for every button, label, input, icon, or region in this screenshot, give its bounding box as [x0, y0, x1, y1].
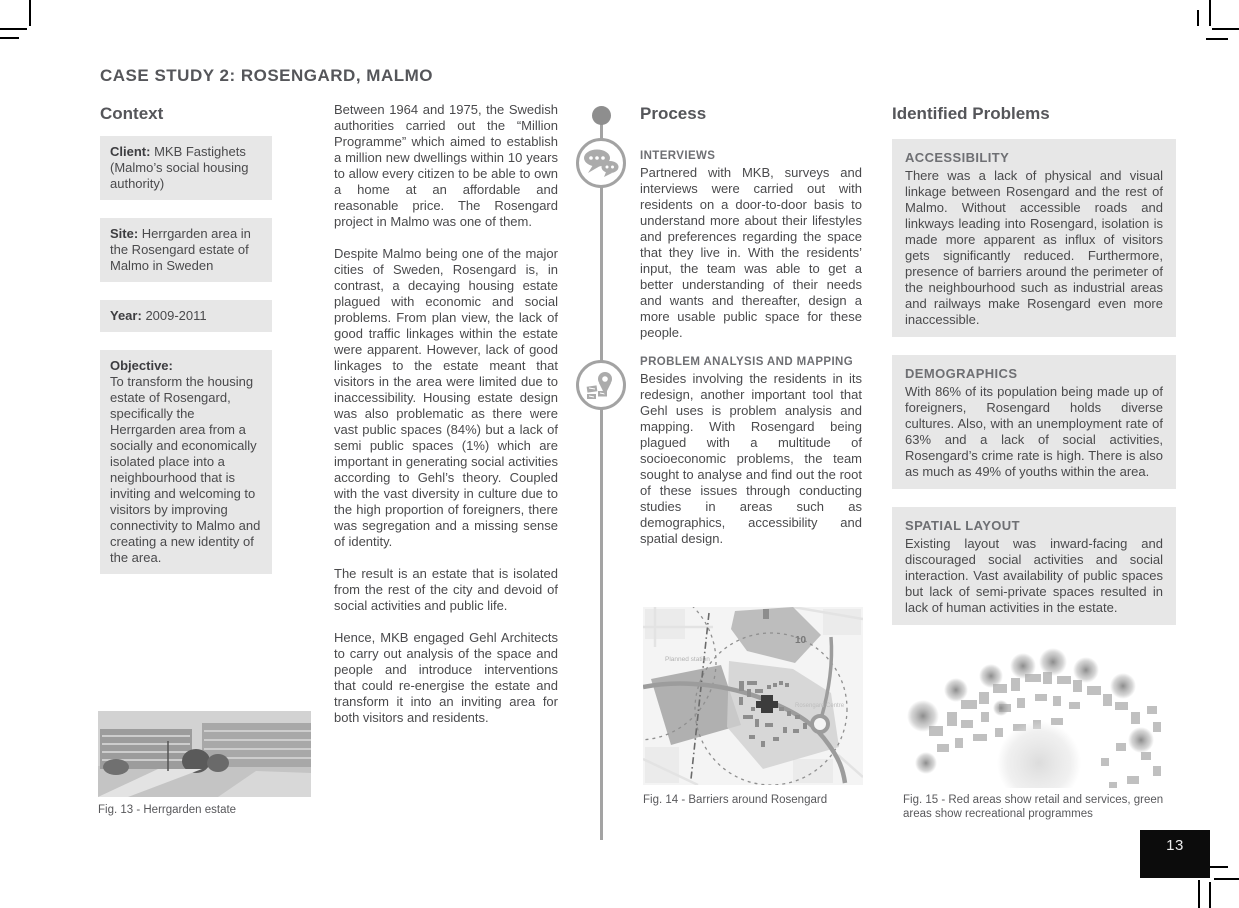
retail-recreation-diagram — [901, 648, 1187, 788]
intro-paragraph: Hence, MKB engaged Gehl Architects to carry out analysis of the space and people and introduce interventions that could re-energise the estate and transform it into an inviting area for both visitors and residents. — [334, 630, 558, 725]
herrgarden-estate-photo — [98, 711, 311, 797]
crop-mark — [1214, 878, 1239, 880]
map-label-district: 10 — [795, 635, 807, 646]
intro-paragraph: Despite Malmo being one of the major cities of Sweden, Rosengard is, in contrast, a decaying housing estate plagued with economic and social problems. From plan view, the lack of good traffic linkages within the estate were apparent. However, lack of good linkages to the estate meant that visitors in the area were limited due to inaccessibility. Housing estate design was also problematic as there were vast public spaces (84%) but a lack of semi public spaces (1%) which are important in generating social activities according to Gehl’s theory. Coupled with the vast diversity in culture due to the high proportion of foreigners, there was segregation and a missing sense of identity. — [334, 246, 558, 549]
fig13-caption: Fig. 13 - Herrgarden estate — [98, 804, 237, 816]
accessibility-text: There was a lack of physical and visual linkage between Rosengard and the rest of Malmo. Without accessible roads and linkways leading into Rosengard, isolation is made more apparent as influx of visitors gets significantly reduced. Furthermore, presence of barriers around the perimeter of the neighbourhood such as industrial areas and railways make Rosengard even more inaccessible. — [905, 168, 1163, 327]
speech-bubbles-icon — [583, 147, 619, 179]
spatial-layout-box — [892, 507, 1176, 625]
objective-label: Objective: — [110, 358, 173, 373]
fig14-map — [643, 607, 863, 785]
client-infobox — [100, 136, 272, 200]
identified-problems-heading: Identified Problems — [892, 104, 1050, 123]
demographics-title: DEMOGRAPHICS — [905, 366, 1018, 381]
crop-mark — [0, 37, 19, 39]
problem-analysis-title: PROBLEM ANALYSIS AND MAPPING — [640, 356, 854, 368]
client-label: Client: — [110, 144, 151, 159]
interviews-title: INTERVIEWS — [640, 150, 716, 162]
intro-paragraph: The result is an estate that is isolated from the rest of the city and devoid of social activities and public life. — [334, 566, 558, 613]
spatial-layout-text: Existing layout was inward-facing and discouraged social activities and social interaction. Vast availability of public spaces but lack of semi-private spaces resulted in lack of human activities in the estate. — [905, 536, 1163, 615]
demographics-text: With 86% of its population being made up of foreigners, Rosengard holds diverse cultures. Also, with an unemployment rate of 63% and a lack of social activities, Rosengard’s crime rate is high. There is also as much as 49% of youths within the area. — [905, 384, 1163, 479]
problem-analysis-section — [640, 356, 862, 547]
context-column — [100, 104, 272, 574]
site-value: Herrgarden area in the Rosengard estate of Malmo in Sweden — [110, 226, 251, 273]
process-column — [640, 104, 862, 547]
objective-value: To transform the housing estate of Rosengard, specifically the Herrgarden area from a socially and economically isolated place into a neighbourhood that is inviting and welcoming to visitors by improving connectivity to Malmo and creating a new identity of the area. — [110, 374, 261, 565]
fig13-photo — [98, 711, 311, 797]
map-label-centre: Rosengard Centre — [795, 703, 845, 709]
demographics-box — [892, 355, 1176, 489]
crop-mark — [29, 0, 31, 26]
fig15-caption: Fig. 15 - Red areas show retail and services, green areas show recreational programmes — [903, 794, 1164, 820]
intro-paragraph: Between 1964 and 1975, the Swedish authorities carried out the “Million Programme” which aimed to establish a million new dwellings within 10 years to allow every citizen to be able to own a home at an affordable and reasonable price. The Rosengard project in Malmo was one of them. — [334, 102, 558, 229]
map-label-station: Planned station — [665, 656, 710, 663]
crop-mark — [1210, 866, 1228, 868]
map-pin-icon — [584, 369, 618, 401]
page-title: CASE STUDY 2: ROSENGARD, MALMO — [100, 66, 433, 85]
process-heading: Process — [640, 104, 707, 123]
crop-mark — [1209, 0, 1211, 26]
spatial-layout-title: SPATIAL LAYOUT — [905, 518, 1020, 533]
fig14-caption: Fig. 14 - Barriers around Rosengard — [643, 794, 828, 806]
problem-analysis-text: Besides involving the residents in its redesign, another important tool that Gehl uses is problem analysis and mapping. With Rosengard being plagued with a multitude of socioeconomic problems, the team sought to analyse and find out the root of these issues through conducting studies in areas such as demographics, accessibility and spatial design. — [640, 371, 862, 546]
year-label: Year: — [110, 308, 142, 323]
year-value: 2009-2011 — [145, 308, 207, 323]
crop-mark — [1212, 28, 1239, 30]
interviews-section — [640, 150, 862, 341]
crop-mark — [0, 28, 27, 30]
accessibility-box — [892, 139, 1176, 337]
crop-mark — [1198, 880, 1200, 908]
context-heading: Context — [100, 104, 164, 123]
timeline-start-dot — [592, 106, 611, 125]
interviews-step-marker — [576, 138, 626, 188]
accessibility-title: ACCESSIBILITY — [905, 150, 1010, 165]
objective-infobox — [100, 350, 272, 574]
page-number-box — [1140, 830, 1210, 878]
page-number: 13 — [1166, 837, 1184, 854]
client-value: MKB Fastighets (Malmo’s social housing authority) — [110, 144, 249, 191]
crop-mark — [1206, 38, 1228, 40]
crop-mark — [1209, 882, 1211, 908]
problems-column — [892, 104, 1176, 625]
barriers-map — [643, 607, 863, 785]
interviews-text: Partnered with MKB, surveys and interviews were carried out with residents on a door-to-door basis to understand more about their lifestyles and preferences regarding the space that they live in. With the residents’ input, the team was able to get a better understanding of their needs and wants and thereafter, design a more usable public space for these people. — [640, 165, 862, 340]
timeline-line — [600, 115, 603, 840]
intro-column — [334, 102, 558, 742]
year-infobox — [100, 300, 272, 332]
site-label: Site: — [110, 226, 139, 241]
crop-mark — [1197, 10, 1199, 26]
fig15-diagram — [901, 648, 1187, 788]
site-infobox — [100, 218, 272, 282]
mapping-step-marker — [576, 360, 626, 410]
